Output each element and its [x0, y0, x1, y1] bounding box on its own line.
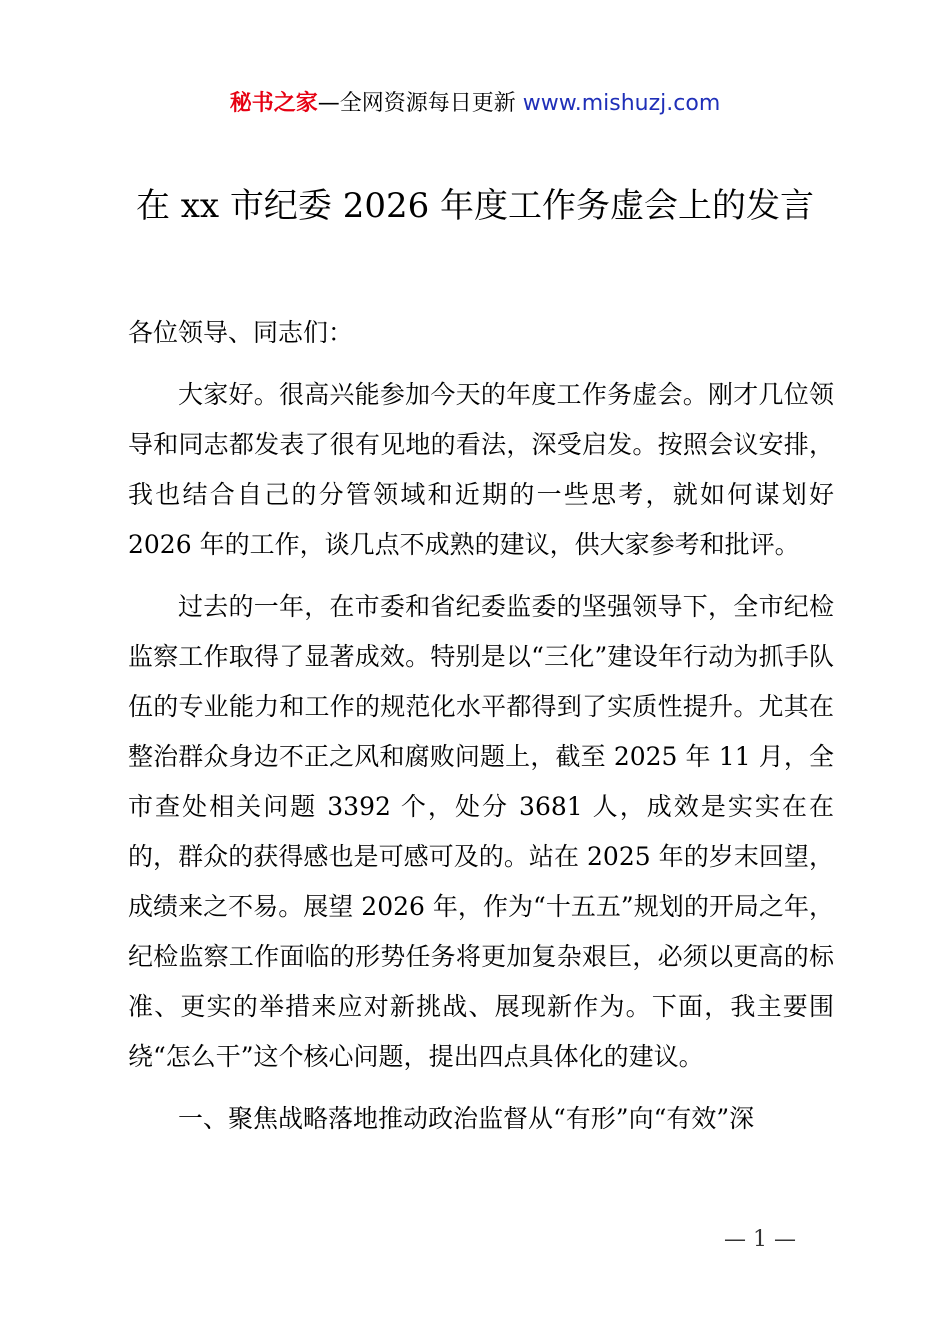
site-url-link[interactable]: www.mishuzj.com [522, 91, 721, 116]
page-number: — 1 — [724, 1227, 796, 1252]
document-body [128, 308, 834, 1144]
site-brand: 秘书之家 [229, 91, 318, 116]
salutation: 各位领导、同志们： [128, 318, 354, 347]
section-heading: 一、聚焦战略落地推动政治监督从“有形”向“有效”深 [178, 1104, 755, 1133]
paragraph-review: 过去的一年，在市委和省纪委监委的坚强领导下，全市纪检监察工作取得了显著成效。特别是以“三化”建设年行动为抓手队伍的专业能力和工作的规范化水平都得到了实质性提升。尤其在整治群众身边不正之风和腐败问题上，截至 2025 年 11 月，全市查处相关问题 3392 个，处分 3681 人，成效是实实在在的，群众的获得感也是可感可及的。站在 2025 年的岁末回望，成绩来之不易。展望 2026 年，作为“十五五”规划的开局之年，纪检监察工作面临的形势任务将更加复杂艰巨，必须以更高的标准、更实的举措来应对新挑战、展现新作为。下面，我主要围绕“怎么干”这个核心问题，提出四点具体化的建议。 [128, 592, 834, 1071]
site-header [0, 88, 950, 120]
paragraph-greeting: 大家好。很高兴能参加今天的年度工作务虚会。刚才几位领导和同志都发表了很有见地的看法，深受启发。按照会议安排，我也结合自己的分管领域和近期的一些思考，就如何谋划好 2026 年的工作，谈几点不成熟的建议，供大家参考和批评。 [128, 380, 834, 559]
document-title: 在 xx 市纪委 2026 年度工作务虚会上的发言 [135, 186, 815, 226]
site-tagline: —全网资源每日更新 [317, 91, 516, 116]
